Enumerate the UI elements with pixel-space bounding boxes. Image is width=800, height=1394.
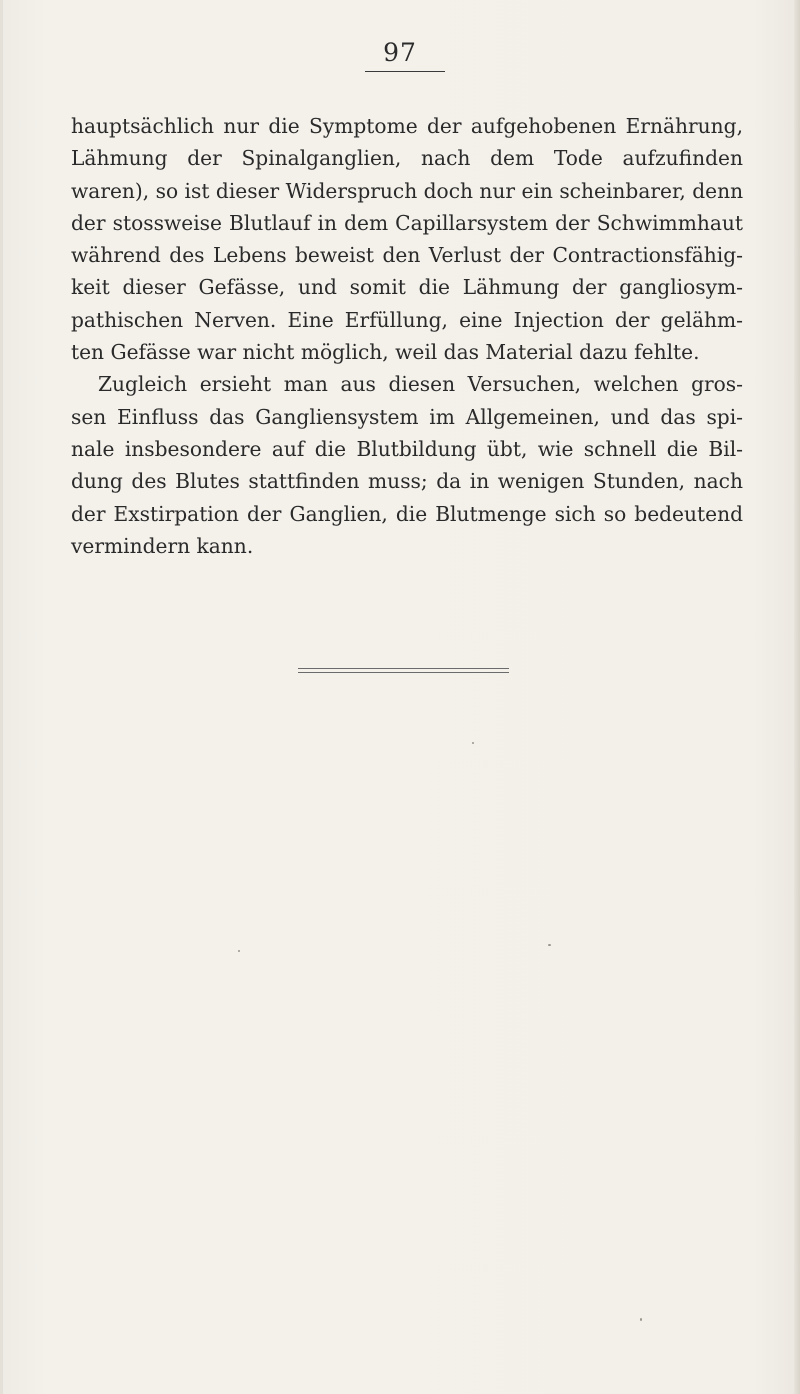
text-line: der Exstirpation der Ganglien, die Blutmenge sich so bedeutend: [71, 501, 743, 526]
text-line: während des Lebens beweist den Verlust der Contractionsfähig-: [71, 243, 743, 268]
paper-speck: [548, 944, 551, 946]
page-number-underline: [365, 71, 445, 72]
section-separator-bottom: [298, 672, 509, 673]
text-line: keit dieser Gefässe, und somit die Lähmung der gangliosym-: [71, 275, 743, 300]
paper-speck: [472, 742, 474, 744]
text-line: pathischen Nerven. Eine Erfüllung, eine Injection der gelähm-: [71, 307, 743, 332]
text-line: sen Einfluss das Gangliensystem im Allgemeinen, und das spi-: [71, 404, 743, 429]
paper-speck: [238, 950, 240, 952]
paper-speck: [640, 1318, 642, 1321]
text-line: nale insbesondere auf die Blutbildung übt, wie schnell die Bil-: [71, 436, 743, 461]
text-line: hauptsächlich nur die Symptome der aufgehobenen Ernährung,: [71, 114, 743, 138]
section-separator-top: [298, 668, 509, 669]
text-line: Lähmung der Spinalganglien, nach dem Tode aufzufinden: [71, 146, 743, 171]
text-line: waren), so ist dieser Widerspruch doch nur ein scheinbarer, denn: [71, 178, 744, 203]
paragraph-2: [71, 368, 743, 562]
text-line: vermindern kann.: [71, 533, 254, 558]
page-number: 97: [383, 38, 417, 67]
page-right-edge: [794, 0, 800, 1394]
text-line: Zugleich ersieht man aus diesen Versuchen, welchen gros-: [98, 372, 743, 397]
page-left-edge: [0, 0, 3, 1394]
paragraph-1: [71, 110, 743, 368]
text-line: dung des Blutes stattfinden muss; da in wenigen Stunden, nach: [71, 469, 743, 494]
body-text: [71, 110, 743, 562]
text-line: der stossweise Blutlauf in dem Capillarsystem der Schwimmhaut: [71, 210, 743, 235]
text-line: ten Gefässe war nicht möglich, weil das Material dazu fehlte.: [71, 340, 700, 365]
